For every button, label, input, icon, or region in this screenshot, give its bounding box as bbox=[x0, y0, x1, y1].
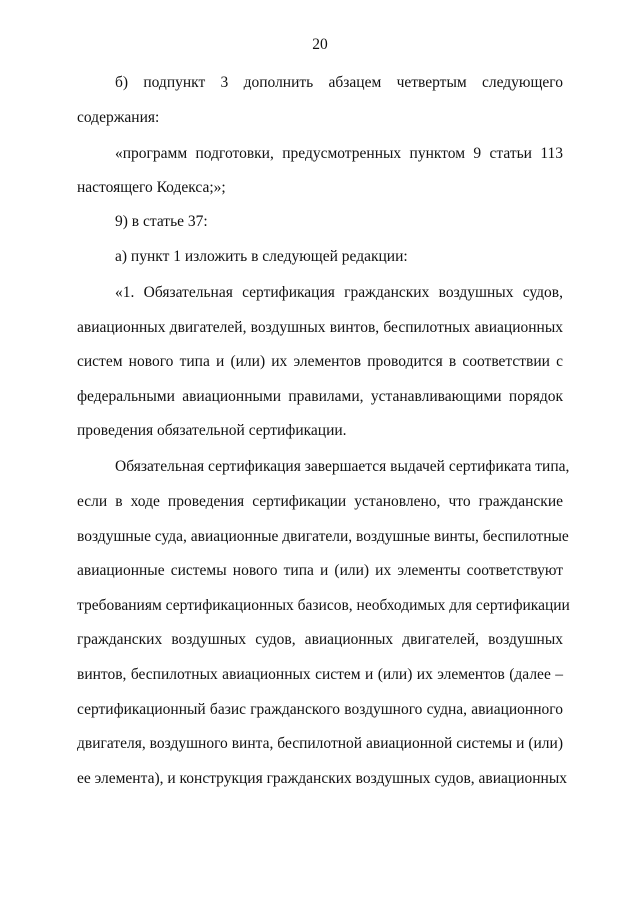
text-line-14: воздушные суда, авиационные двигатели, воздушные винты, беспилотные bbox=[77, 528, 569, 545]
page-number: 20 bbox=[312, 36, 328, 53]
text-line-17: гражданских воздушных судов, авиационных двигателей, воздушных bbox=[77, 631, 563, 648]
text-line-2: содержания: bbox=[77, 109, 160, 126]
text-line-7: «1. Обязательная сертификация гражданских воздушных судов, bbox=[115, 284, 563, 301]
text-line-15: авиационные системы нового типа и (или) их элементы соответствуют bbox=[77, 562, 563, 579]
text-line-18: винтов, беспилотных авиационных систем и (или) их элементов (далее – bbox=[77, 666, 563, 683]
text-line-21: ее элемента), и конструкция гражданских воздушных судов, авиационных bbox=[77, 770, 567, 787]
text-line-16: требованиям сертификационных базисов, необходимых для сертификации bbox=[77, 597, 570, 614]
text-line-9: систем нового типа и (или) их элементов проводится в соответствии с bbox=[77, 353, 563, 370]
text-line-10: федеральными авиационными правилами, устанавливающими порядок bbox=[77, 388, 563, 405]
text-line-11: проведения обязательной сертификации. bbox=[77, 422, 347, 439]
text-line-12: Обязательная сертификация завершается выдачей сертификата типа, bbox=[115, 458, 570, 475]
text-line-5: 9) в статье 37: bbox=[115, 213, 208, 230]
text-line-4: настоящего Кодекса;»; bbox=[77, 179, 226, 196]
text-line-19: сертификационный базис гражданского воздушного судна, авиационного bbox=[77, 701, 563, 718]
text-line-1: б) подпункт 3 дополнить абзацем четвертым следующего bbox=[115, 74, 563, 91]
text-line-20: двигателя, воздушного винта, беспилотной авиационной системы и (или) bbox=[77, 735, 563, 752]
text-line-13: если в ходе проведения сертификации установлено, что гражданские bbox=[77, 493, 563, 510]
text-line-3: «программ подготовки, предусмотренных пунктом 9 статьи 113 bbox=[115, 145, 563, 162]
text-line-6: а) пункт 1 изложить в следующей редакции: bbox=[115, 248, 408, 265]
text-line-8: авиационных двигателей, воздушных винтов, беспилотных авиационных bbox=[77, 319, 563, 336]
